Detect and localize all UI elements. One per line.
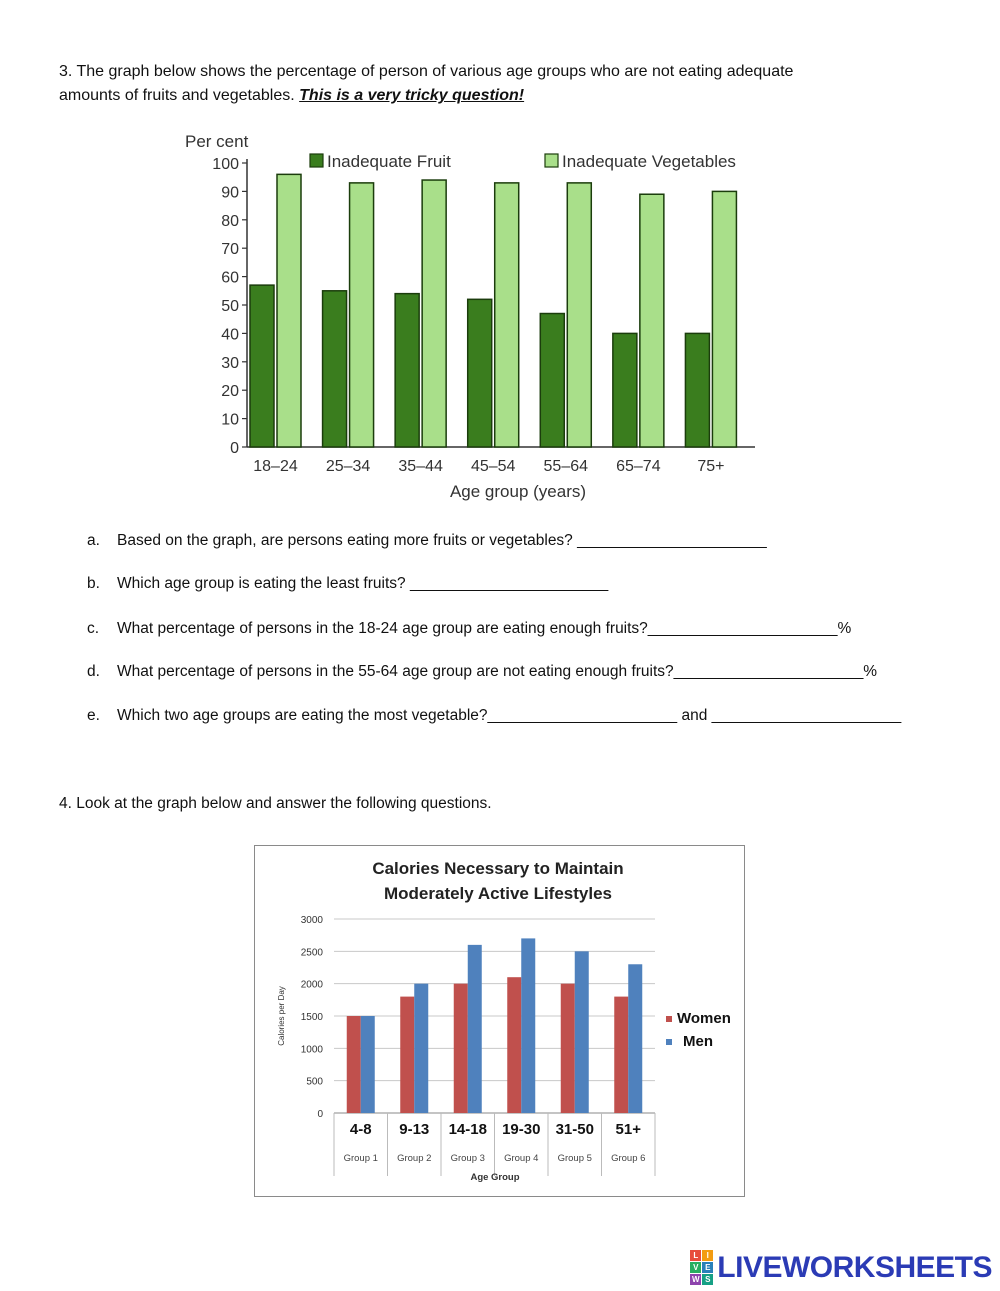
subquestion-letter: e. [87,707,100,724]
y-tick-label: 50 [221,298,239,315]
y-tick-label: 60 [221,269,239,287]
x-tick-label: Group 2 [397,1153,432,1164]
legend-label: Men [683,1033,713,1050]
y-tick-label: 90 [221,184,239,202]
y-tick-label: 500 [306,1076,323,1088]
question-3-line1: 3. The graph below shows the percentage of person of various age groups who are not eating adequate [59,63,794,80]
bar-men [521,938,535,1113]
bar-men [414,984,428,1113]
x-tick-label: 55–64 [543,458,589,475]
age-label: 51+ [615,1121,641,1138]
logo-letter: W [692,1275,700,1284]
bar-men [575,951,589,1113]
x-tick-label: 35–44 [398,458,443,475]
bar-fruit [468,299,492,447]
calories-chart-frame [254,845,745,1197]
legend-label: Women [677,1010,731,1027]
question-3-line2 [59,84,959,108]
x-tick-label: Group 3 [450,1153,485,1164]
chart-title-line2: Moderately Active Lifestyles [383,884,613,903]
bar-vegetables [640,194,664,447]
age-label: 9-13 [399,1121,430,1138]
legend-swatch [666,1039,672,1045]
bar-men [628,964,642,1113]
x-axis-title: Age Group [470,1172,520,1183]
legend-swatch [310,154,323,167]
question-4-text: 4. Look at the graph below and answer the following questions. [59,795,492,812]
logo-letter: I [702,1250,713,1261]
tricky-note: This is a very tricky question! [299,87,525,104]
subquestion-text: What percentage of persons in the 55-64 age group are not eating enough fruits?______________________% [117,663,878,680]
bar-women [347,1016,361,1113]
x-tick-label: 75+ [697,458,725,475]
y-axis-title: Calories per Day [277,986,286,1046]
x-tick-label: Group 6 [611,1153,646,1164]
fruit-vegetable-chart [170,125,770,510]
bar-vegetables [495,183,519,447]
y-tick-label: 3000 [300,915,323,926]
y-tick-label: 30 [221,354,239,372]
brand-logo-icon [690,1250,713,1285]
x-tick-label: Group 4 [504,1153,539,1164]
y-tick-label: 0 [230,440,239,457]
x-tick-label: 65–74 [616,458,661,475]
subquestion-text: Which two age groups are eating the most vegetable?______________________ and ______________________ [117,707,902,724]
bar-women [400,997,414,1113]
subquestion-letter: c. [87,620,100,637]
subquestion-letter: d. [87,663,100,680]
bar-men [468,945,482,1113]
x-tick-label: 25–34 [325,458,371,475]
question-3-line2-text: amounts of fruits and vegetables. [59,87,300,104]
bar-fruit [685,333,709,447]
y-axis-title: Per cent [185,132,249,151]
legend-swatch [545,154,558,167]
age-label: 31-50 [555,1121,594,1138]
y-tick-label: 2000 [300,979,323,991]
chart-title-line1: Calories Necessary to Maintain [372,859,624,878]
legend-label: Inadequate Fruit [327,152,451,171]
bar-women [507,977,521,1113]
bar-vegetables [567,183,591,447]
x-tick-label: 18–24 [253,458,298,475]
y-tick-label: 70 [221,241,239,259]
legend-label: Inadequate Vegetables [562,152,736,171]
y-tick-label: 10 [221,411,239,429]
question-3-text [59,60,959,108]
subquestion-text: Based on the graph, are persons eating more fruits or vegetables? ______________________ [117,532,767,549]
legend-swatch [666,1016,672,1022]
subquestion-text: Which age group is eating the least fruits? _______________________ [117,575,609,592]
logo-letter: V [690,1262,701,1273]
liveworksheets-brand [690,1250,992,1285]
bar-vegetables [422,180,446,447]
bar-men [361,1016,375,1113]
bar-fruit [613,333,637,447]
x-axis-title: Age group (years) [449,482,587,501]
y-tick-label: 80 [221,212,239,230]
brand-name: LIVEWORKSHEETS [717,1250,992,1284]
y-tick-label: 1500 [300,1012,323,1023]
y-tick-label: 1000 [300,1044,323,1056]
bar-fruit [323,291,347,447]
logo-letter: L [690,1250,701,1261]
age-label: 4-8 [349,1121,372,1138]
bar-women [614,997,628,1113]
calories-chart [255,846,743,1195]
bar-fruit [250,285,274,447]
bar-vegetables [712,191,736,447]
subquestion-c [87,620,851,638]
bar-women [454,984,468,1113]
y-tick-label: 0 [317,1109,323,1120]
x-tick-label: 45–54 [470,458,516,475]
bar-vegetables [350,183,374,447]
logo-letter: E [702,1262,713,1273]
age-label: 14-18 [448,1121,487,1138]
subquestion-text: What percentage of persons in the 18-24 age group are eating enough fruits?______________________% [117,620,852,637]
bar-women [561,984,575,1113]
y-tick-label: 20 [221,383,239,401]
subquestion-e [87,707,901,725]
y-tick-label: 2500 [300,947,323,959]
subquestion-a [87,532,767,550]
subquestion-d [87,663,877,681]
bar-fruit [540,314,564,447]
bar-vegetables [277,174,301,447]
subquestion-letter: a. [87,532,100,549]
bar-fruit [395,294,419,447]
subquestion-letter: b. [87,575,100,592]
logo-letter: S [702,1274,713,1285]
x-tick-label: Group 1 [343,1153,378,1164]
y-tick-label: 40 [221,326,239,344]
y-tick-label: 100 [212,156,239,173]
x-tick-label: Group 5 [557,1153,592,1164]
age-label: 19-30 [502,1121,541,1138]
subquestion-b [87,575,608,593]
